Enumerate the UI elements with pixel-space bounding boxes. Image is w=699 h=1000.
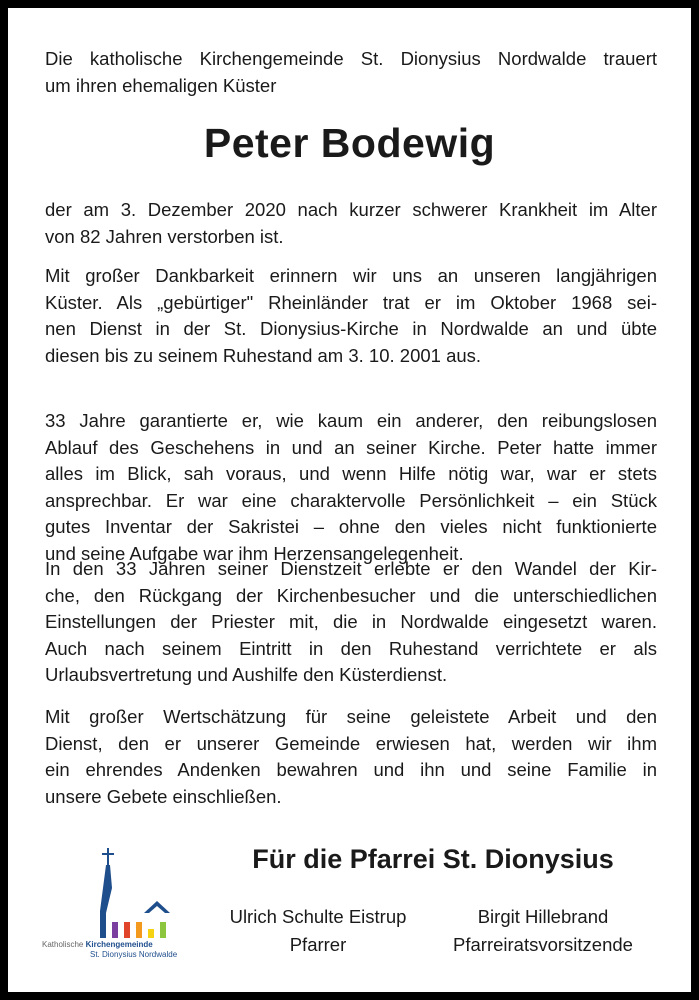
signer-name: Birgit Hillebrand xyxy=(477,906,609,927)
intro-text xyxy=(45,46,657,99)
text-line: ein ehrendes Andenken bewahren und ihn und seine Familie in xyxy=(45,759,657,780)
text-line: ansprechbar. Er war eine charaktervolle Persönlichkeit – ein Stück xyxy=(45,489,657,511)
logo-text-location: St. Dionysius Nordwalde xyxy=(90,950,178,959)
paragraph xyxy=(45,197,657,250)
text-line: diesen bis zu seinem Ruhestand am 3. 10. 2001 aus. xyxy=(45,344,482,366)
text-line: Mit großer Wertschätzung für seine geleistete Arbeit und den xyxy=(45,706,657,727)
text-line: 33 Jahre garantierte er, wie kaum ein anderer, den reibungslosen xyxy=(45,410,657,431)
text-line: von 82 Jahren verstorben ist. xyxy=(45,225,284,247)
paragraph xyxy=(45,704,657,810)
parish-logo xyxy=(40,843,200,968)
text-line: Einstellungen der Priester mit, die in Nordwalde eingesetzt waren. xyxy=(45,611,657,632)
text-line: Dienst, den er unserer Gemeinde erwiesen hat, werden wir ihm xyxy=(45,732,657,754)
text-line: Mit großer Dankbarkeit erinnern wir uns an unseren langjährigen xyxy=(45,265,657,286)
text-line: Küster. Als „gebürtiger" Rheinländer trat er im Oktober 1968 sei- xyxy=(45,291,657,313)
text-line: alles im Blick, sah voraus, und wenn Hilfe nötig war, war er stets xyxy=(45,463,657,484)
text-line: Ablauf des Geschehens in und an seiner Kirche. Peter hatte immer xyxy=(45,436,657,458)
text-line: gutes Inventar der Sakristei – ohne den vieles nicht funktionierte xyxy=(45,516,657,537)
paragraph xyxy=(45,556,657,689)
text-line: nen Dienst in der St. Dionysius-Kirche in Nordwalde an und übte xyxy=(45,318,657,339)
signer-role: Pfarrer xyxy=(289,934,347,955)
text-line: und seine Aufgabe war ihm Herzensangelegenheit. xyxy=(45,542,464,564)
text-line: Auch nach seinem Eintritt in den Ruhestand verrichtete er als xyxy=(45,637,657,659)
text-line: Urlaubsvertretung und Aushilfe den Küsterdienst. xyxy=(45,664,448,685)
text-line: um ihren ehemaligen Küster xyxy=(45,74,277,96)
text-line: In den 33 Jahren seiner Dienstzeit erlebte er den Wandel der Kir- xyxy=(45,558,657,579)
logo-text-light: Katholische xyxy=(42,940,84,949)
paragraph xyxy=(45,263,657,369)
signer-council-chair xyxy=(438,903,648,959)
text-line: che, den Rückgang der Kirchenbesucher und die unterschiedlichen xyxy=(45,584,657,606)
signer-role: Pfarreiratsvorsitzende xyxy=(453,934,633,955)
deceased-name: Peter Bodewig xyxy=(203,120,496,166)
paragraph xyxy=(45,408,657,567)
signer-name: Ulrich Schulte Eistrup xyxy=(229,906,407,927)
text-line: unsere Gebete einschließen. xyxy=(45,785,282,807)
text-line: Die katholische Kirchengemeinde St. Dionysius Nordwalde trauert xyxy=(45,48,657,69)
logo-text-bold: Kirchengemeinde xyxy=(85,940,153,949)
signer-pastor xyxy=(203,903,433,959)
obituary-notice xyxy=(8,8,691,992)
text-line: der am 3. Dezember 2020 nach kurzer schwerer Krankheit im Alter xyxy=(45,199,657,220)
signature-heading: Für die Pfarrei St. Dionysius xyxy=(252,844,614,874)
